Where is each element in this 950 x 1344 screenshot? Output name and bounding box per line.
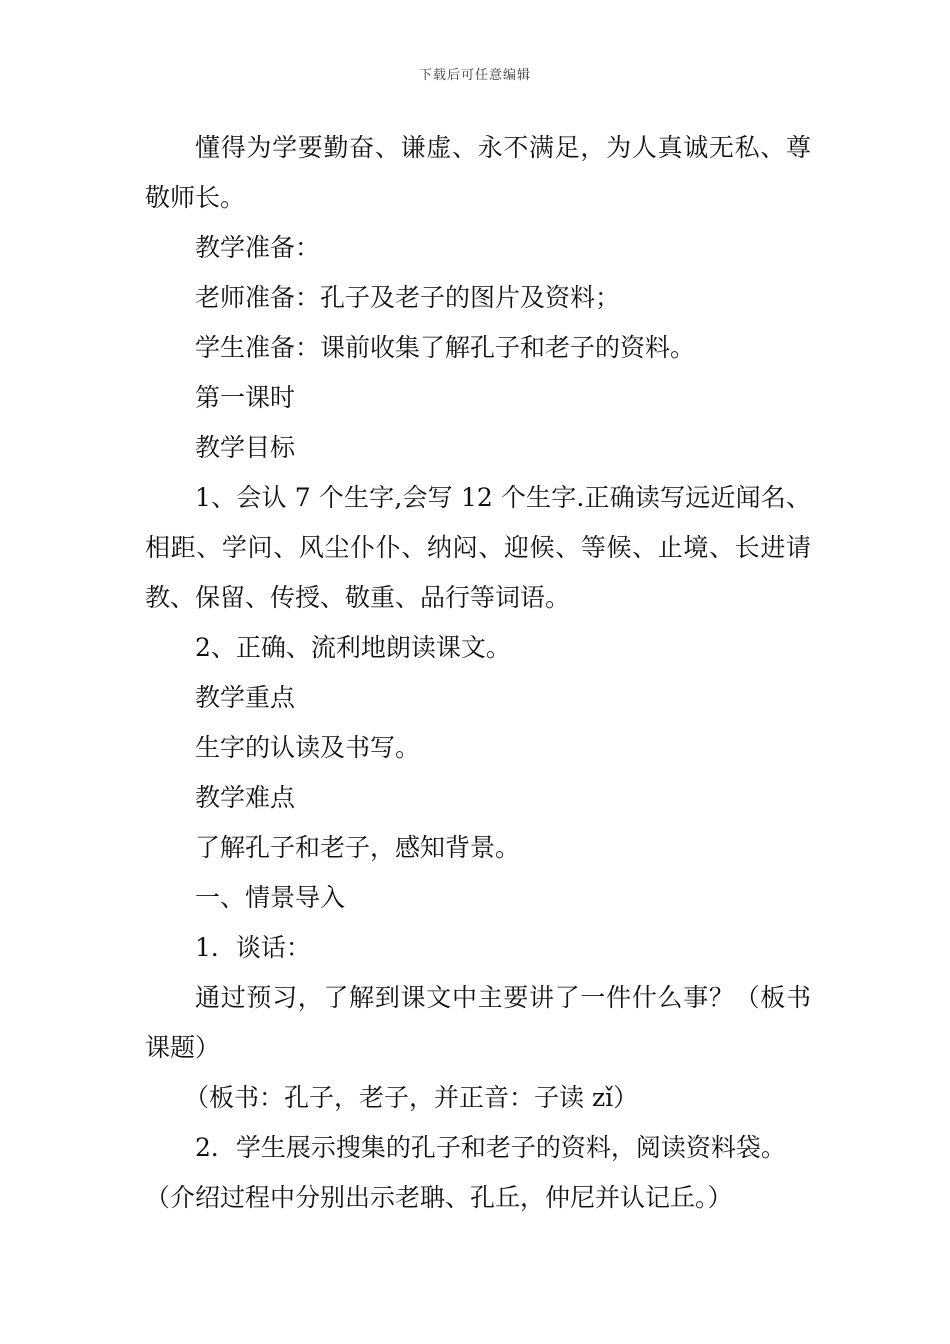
paragraph-step-materials: 2．学生展示搜集的孔子和老子的资料，阅读资料袋。 <box>195 1133 786 1162</box>
paragraph-preview-question: 通过预习，了解到课文中主要讲了一件什么事？（板书课题） <box>145 983 811 1062</box>
paragraph-section-intro: 一、情景导入 <box>195 883 346 912</box>
paragraph-objectives-heading: 教学目标 <box>195 433 296 462</box>
paragraph-step-talk: 1．谈话： <box>195 933 311 962</box>
paragraph-student-prep: 学生准备：课前收集了解孔子和老子的资料。 <box>195 333 696 362</box>
paragraph-key-points-heading: 教学重点 <box>195 683 296 712</box>
paragraph-teaching-prep-heading: 教学准备： <box>195 233 321 262</box>
paragraph-goal-attitude: 懂得为学要勤奋、谦虚、永不满足，为人真诚无私、尊敬师长。 <box>145 133 811 212</box>
paragraph-objective-2: 2、正确、流利地朗读课文。 <box>195 633 511 662</box>
document-body <box>145 123 811 1223</box>
paragraph-introduce-names: （介绍过程中分别出示老聃、孔丘，仲尼并认记丘。） <box>145 1183 733 1212</box>
paragraph-first-lesson: 第一课时 <box>195 383 296 412</box>
page-header-watermark: 下载后可任意编辑 <box>418 68 531 83</box>
paragraph-difficulties-heading: 教学难点 <box>195 783 296 812</box>
paragraph-teacher-prep: 老师准备：孔子及老子的图片及资料； <box>195 283 621 312</box>
paragraph-objective-1: 1、会认 7 个生字,会写 12 个生字.正确读写远近闻名、相距、学问、风尘仆仆、纳闷、迎候、等候、止境、长进请教、保留、传授、敬重、品行等词语。 <box>145 483 811 612</box>
paragraph-difficulties: 了解孔子和老子，感知背景。 <box>195 833 521 862</box>
paragraph-key-points: 生字的认读及书写。 <box>195 733 421 762</box>
paragraph-board-note: （板书：孔子，老子，并正音：子读 zǐ） <box>184 1083 639 1112</box>
